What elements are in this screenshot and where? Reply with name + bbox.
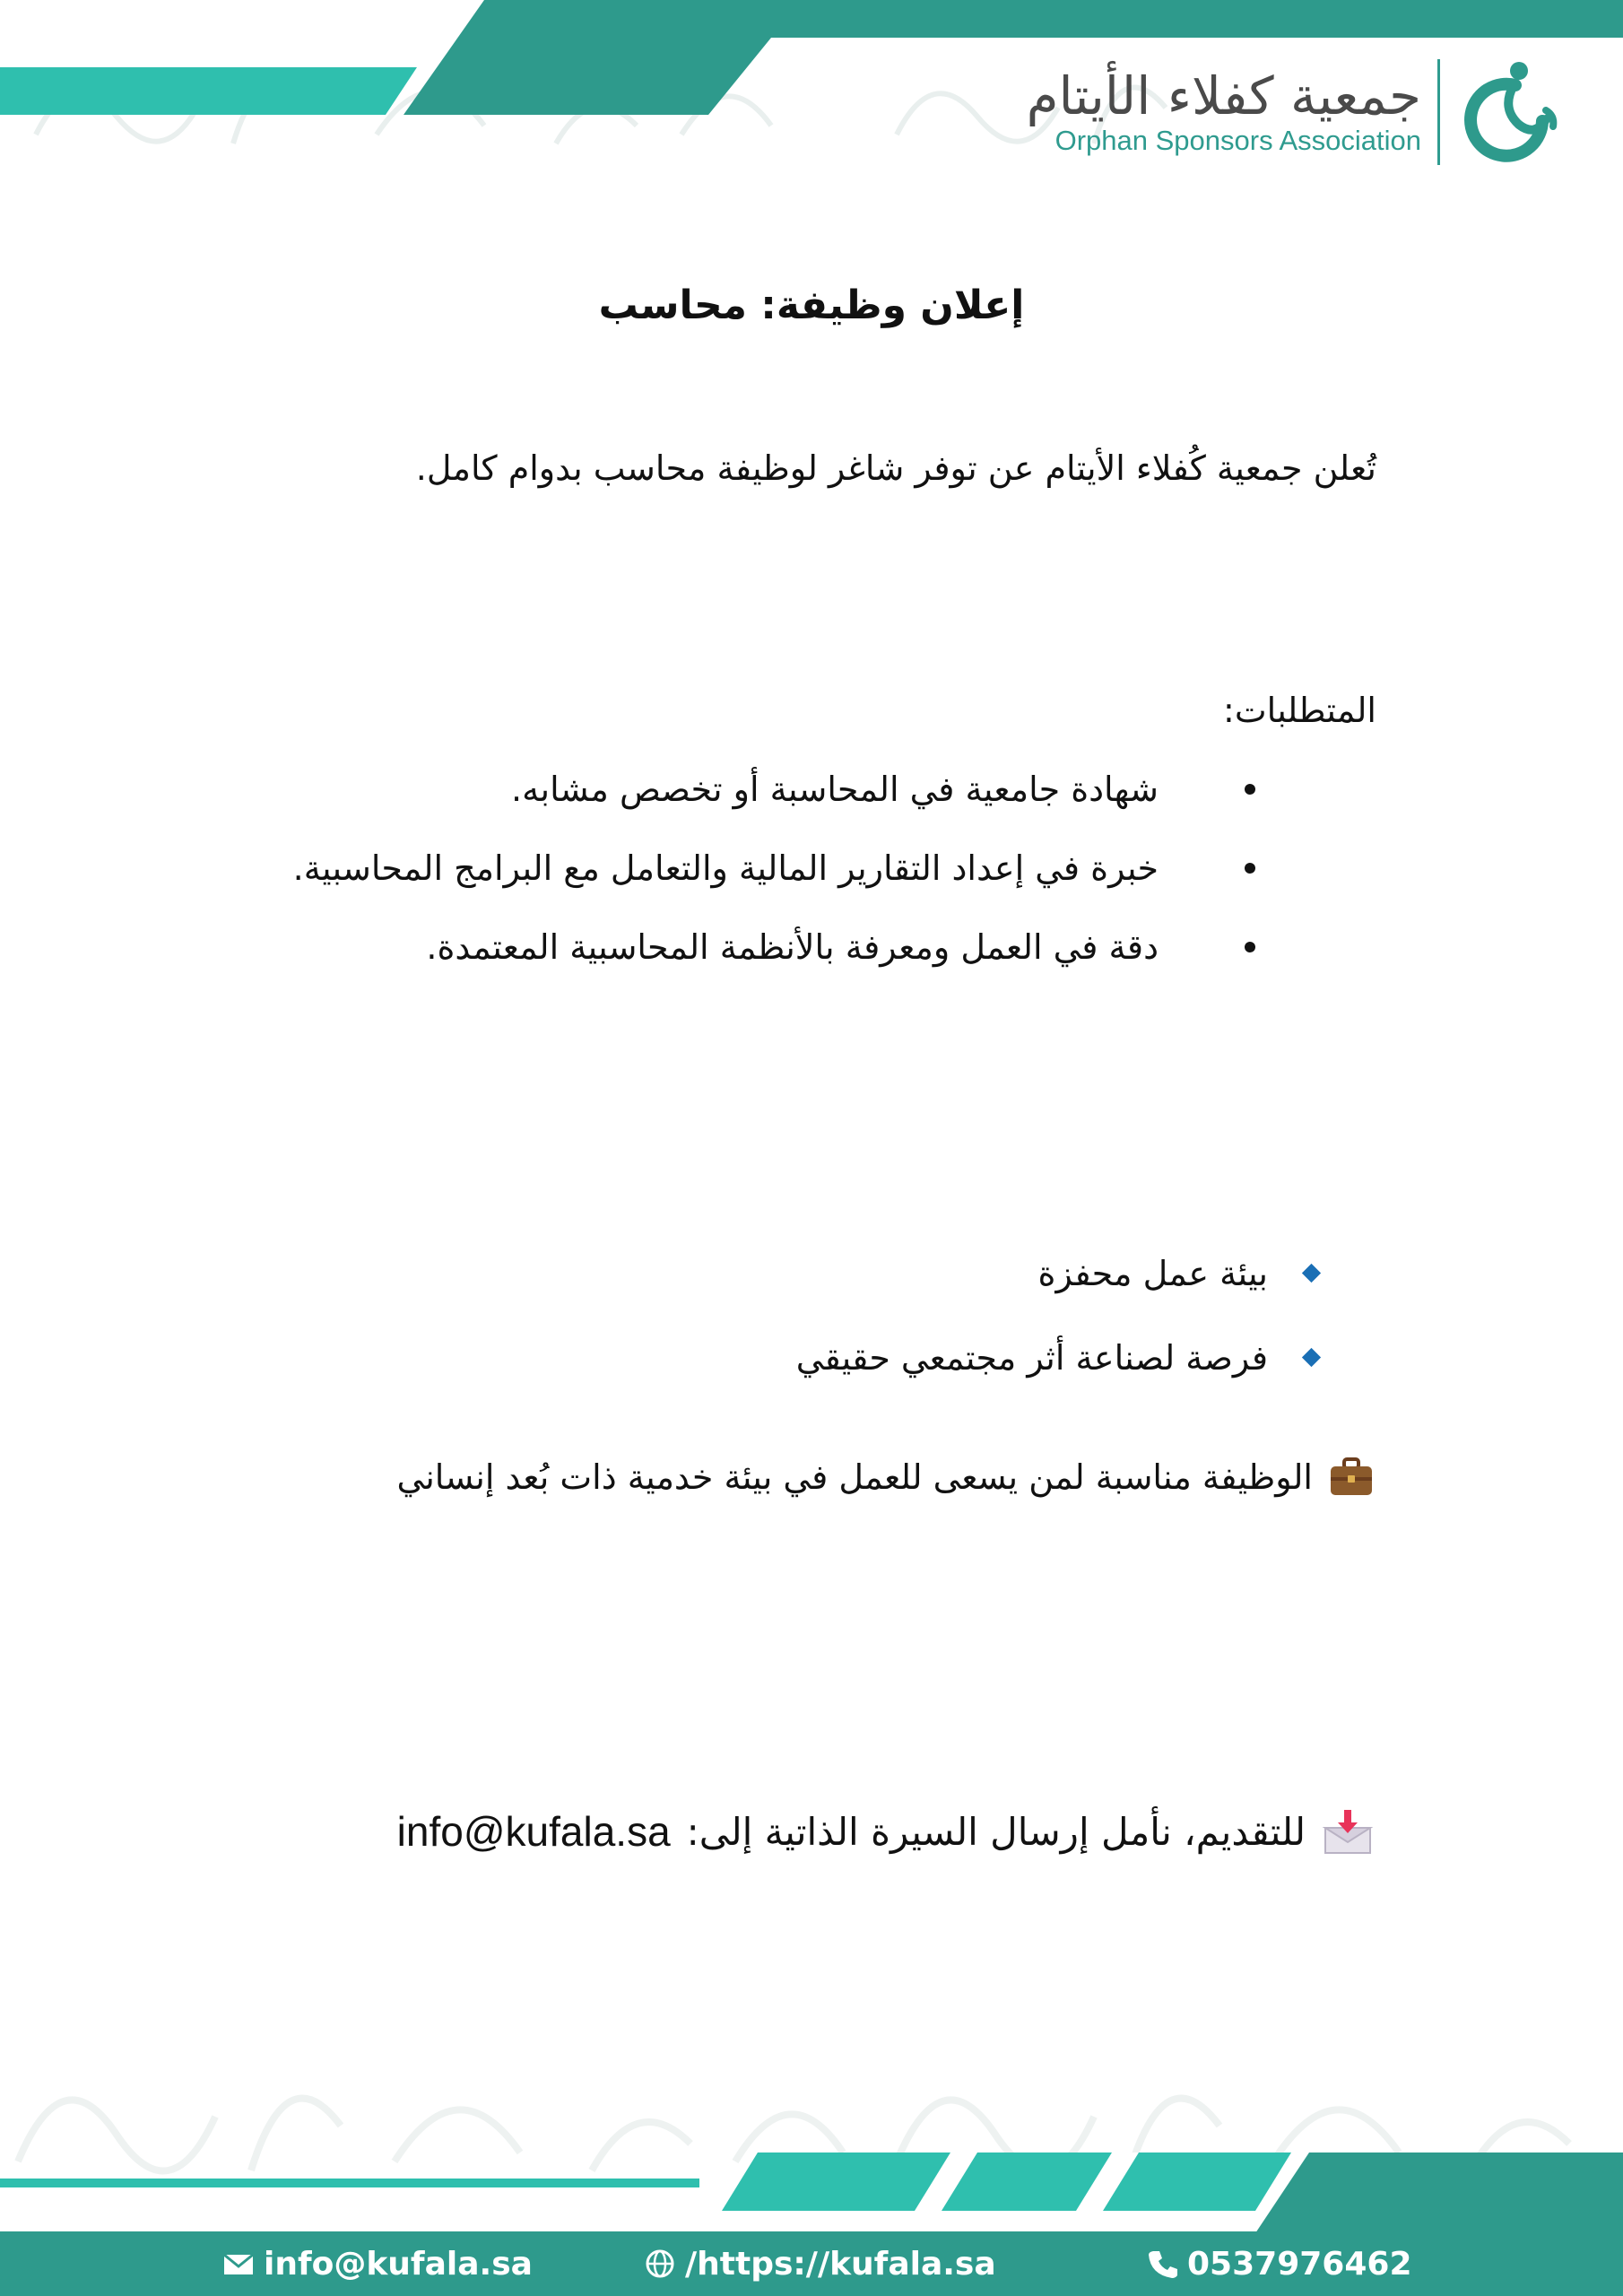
requirements-label: المتطلبات:: [1223, 691, 1376, 730]
bullet-icon: [1245, 784, 1255, 795]
phone-icon: [1146, 2248, 1178, 2280]
list-item: [293, 920, 1255, 999]
list-item: [293, 762, 1255, 841]
globe-icon: [644, 2248, 676, 2280]
footer-email[interactable]: [222, 2246, 533, 2283]
footer-website-text: /https://kufala.sa: [685, 2245, 996, 2283]
intro-paragraph: تُعلن جمعية كُفلاء الأيتام عن توفر شاغر لوظيفة محاسب بدوام كامل.: [415, 448, 1376, 488]
job-note: [397, 1457, 1374, 1497]
logo-text: [1026, 65, 1421, 156]
blue-diamond-icon: [1302, 1264, 1321, 1283]
footer: [0, 2152, 1623, 2296]
requirements-list: [293, 762, 1255, 999]
footer-phone[interactable]: [1146, 2246, 1412, 2283]
list-item: [796, 1247, 1327, 1331]
list-item: [796, 1331, 1327, 1415]
benefit-text: بيئة عمل محفزة: [1037, 1254, 1268, 1293]
page-title: إعلان وظيفة: محاسب: [598, 283, 1025, 328]
apply-instructions: [397, 1807, 1374, 1856]
benefits-list: [796, 1247, 1327, 1415]
footer-website[interactable]: [644, 2246, 996, 2283]
bullet-icon: [1245, 942, 1255, 952]
note-text: الوظيفة مناسبة لمن يسعى للعمل في بيئة خدمية ذات بُعد إنساني: [396, 1457, 1313, 1497]
logo-english-name: Orphan Sponsors Association: [1055, 124, 1421, 156]
association-logo: [1027, 54, 1560, 170]
briefcase-icon: [1329, 1457, 1374, 1497]
list-item: [293, 841, 1255, 920]
inbox-tray-icon: [1322, 1808, 1374, 1855]
requirement-text: شهادة جامعية في المحاسبة أو تخصص مشابه.: [511, 770, 1159, 809]
logo-arabic-name: جمعية كفلاء الأيتام: [1026, 65, 1421, 127]
apply-text: للتقديم، نأمل إرسال السيرة الذاتية إلى:: [686, 1809, 1306, 1854]
benefit-text: فرصة لصناعة أثر مجتمعي حقيقي: [795, 1338, 1268, 1378]
footer-contacts: [0, 2231, 1623, 2296]
requirement-text: دقة في العمل ومعرفة بالأنظمة المحاسبية المعتمدة.: [426, 927, 1159, 967]
footer-phone-text: 0537976462: [1187, 2245, 1412, 2283]
apply-email-link[interactable]: info@kufala.sa: [396, 1808, 671, 1855]
orphan-sponsors-logo-icon: [1460, 58, 1560, 166]
logo-divider: [1437, 59, 1440, 165]
requirement-text: خبرة في إعداد التقارير المالية والتعامل مع البرامج المحاسبية.: [292, 848, 1159, 888]
envelope-icon: [222, 2248, 255, 2280]
blue-diamond-icon: [1302, 1348, 1321, 1367]
bullet-icon: [1245, 863, 1255, 874]
footer-stripes: [0, 2152, 1623, 2233]
footer-email-text: info@kufala.sa: [264, 2245, 533, 2283]
